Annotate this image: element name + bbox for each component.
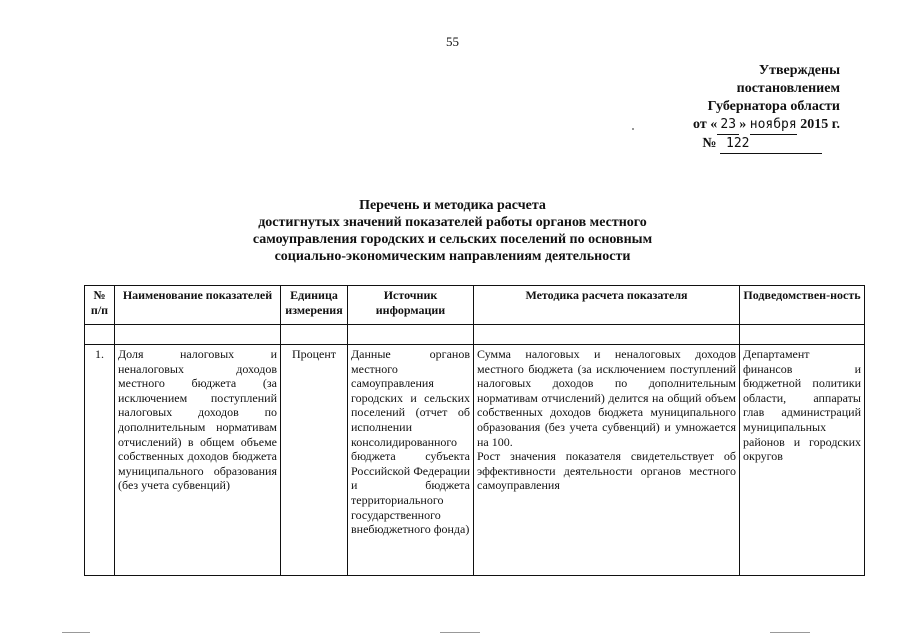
cell-name: Доля налоговых и неналоговых доходов местного бюджета (за исключением поступлений налоговых доходов по дополнительным нормативам отчислений) в общем объеме собственных доходов бюджета муниципального образования (без учета субвенций): [115, 345, 281, 576]
approval-line-1: Утверждены: [758, 63, 840, 78]
footer-rule-mid: [440, 632, 480, 633]
header-dept: Подведомствен-ность: [740, 286, 865, 325]
title-line-3: самоуправления городских и сельских поселений по основным: [252, 232, 653, 247]
spacer-cell: [740, 325, 865, 345]
spacer-cell: [115, 325, 281, 345]
indicators-table: [84, 285, 865, 576]
header-num: № п/п: [85, 286, 115, 325]
approval-date-suffix: 2015 г.: [800, 117, 840, 132]
table-spacer-row: [85, 325, 865, 345]
approval-line-2: постановлением: [736, 81, 840, 96]
table-header-row: [85, 286, 865, 325]
approval-number: [600, 135, 840, 154]
spacer-cell: [348, 325, 474, 345]
approval-number-label: №: [702, 136, 717, 151]
cell-num: 1.: [85, 345, 115, 576]
approval-date-prefix: от «: [693, 117, 718, 132]
table-row: [85, 345, 865, 576]
title-line-4: социально-экономическим направлениям деятельности: [274, 249, 631, 264]
header-unit: Единица измерения: [281, 286, 348, 325]
page-number: 55: [446, 34, 459, 49]
cell-unit: Процент: [281, 345, 348, 576]
cell-method: [474, 345, 740, 576]
footer-rule-left: [62, 632, 90, 633]
document-title: [180, 197, 725, 265]
header-method: Методика расчета показателя: [474, 286, 740, 325]
spacer-cell: [474, 325, 740, 345]
title-line-1: Перечень и методика расчета: [359, 198, 546, 213]
approval-line-3: Губернатора области: [707, 99, 840, 114]
cell-dept: Департамент финансов и бюджетной политики области, аппараты глав администраций муниципальных районов и городских округов: [740, 345, 865, 576]
title-line-2: достигнутых значений показателей работы органов местного: [258, 215, 647, 230]
method-paragraph-1: Сумма налоговых и неналоговых доходов местного бюджета (за исключением поступлений налоговых доходов по дополнительным нормативам отчислений) делится на общий объем собственных доходов бюджета муниципального образования (без учета субвенций) и умножается на 100.: [477, 347, 736, 449]
cell-source: Данные органов местного самоуправления городских и сельских поселений (отчет об исполнении консолидированного бюджета субъекта Российской Федерации и бюджета территориального государственного внебюджетного фонда): [348, 345, 474, 576]
header-name: Наименование показателей: [115, 286, 281, 325]
spacer-cell: [281, 325, 348, 345]
method-paragraph-2: Рост значения показателя свидетельствует об эффективности деятельности органов местного самоуправления: [477, 449, 736, 493]
footer-rule-right: [770, 632, 810, 633]
header-source: Источник информации: [348, 286, 474, 325]
approval-date-day: 23: [717, 116, 739, 135]
scan-dot: [632, 128, 634, 130]
approval-date-mid: »: [739, 117, 747, 132]
approval-date-month: ноября: [750, 116, 797, 135]
approval-date: [600, 116, 840, 135]
approval-stamp: [600, 62, 840, 154]
spacer-cell: [85, 325, 115, 345]
approval-number-value: 122: [720, 135, 822, 154]
